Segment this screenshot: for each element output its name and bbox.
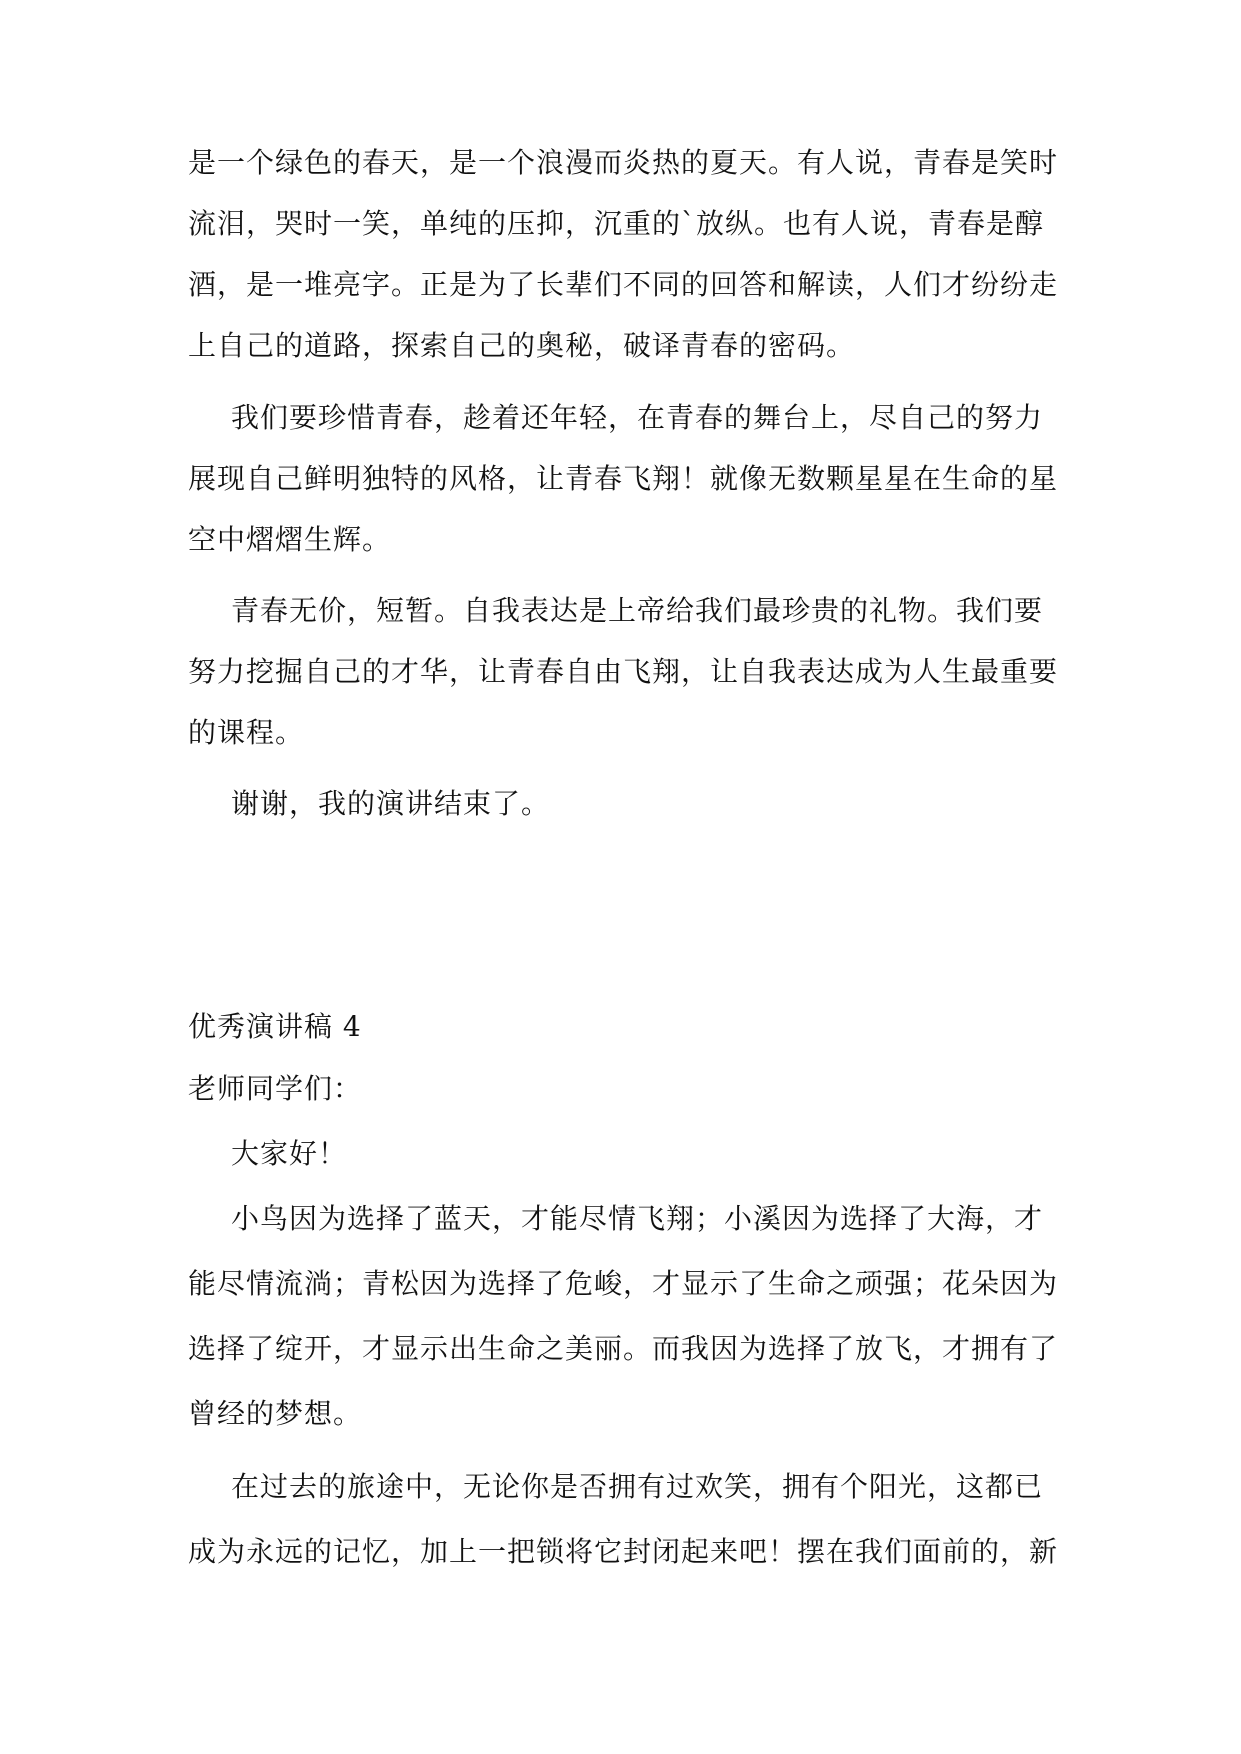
- text-line: 我们要珍惜青春，趁着还年轻，在青春的舞台上，尽自己的努力: [231, 401, 1044, 434]
- text-line: 小鸟因为选择了蓝天，才能尽情飞翔；小溪因为选择了大海，才: [231, 1202, 1044, 1235]
- text-line: 流泪，哭时一笑，单纯的压抑，沉重的`放纵。也有人说，青春是醇: [188, 207, 1045, 240]
- text-line: 酒，是一堆亮字。正是为了长辈们不同的回答和解读，人们才纷纷走: [188, 268, 1059, 301]
- text-line: 青春无价，短暂。自我表达是上帝给我们最珍贵的礼物。我们要: [231, 594, 1044, 627]
- salutation: 老师同学们：: [188, 1072, 363, 1105]
- text-line: 能尽情流淌；青松因为选择了危峻，才显示了生命之顽强；花朵因为: [188, 1267, 1059, 1300]
- text-line: 展现自己鲜明独特的风格，让青春飞翔！就像无数颗星星在生命的星: [188, 462, 1059, 495]
- section-title: 优秀演讲稿 4: [188, 1010, 362, 1043]
- text-line: 选择了绽开，才显示出生命之美丽。而我因为选择了放飞，才拥有了: [188, 1332, 1059, 1365]
- text-line: 曾经的梦想。: [188, 1397, 363, 1430]
- text-line: 上自己的道路，探索自己的奥秘，破译青春的密码。: [188, 329, 856, 362]
- text-line: 成为永远的记忆，加上一把锁将它封闭起来吧！摆在我们面前的，新: [188, 1535, 1059, 1568]
- text-line: 努力挖掘自己的才华，让青春自由飞翔，让自我表达成为人生最重要: [188, 655, 1059, 688]
- text-line: 空中熠熠生辉。: [188, 523, 392, 556]
- text-line: 在过去的旅途中，无论你是否拥有过欢笑，拥有个阳光，这都已: [231, 1470, 1044, 1503]
- text-line: 的课程。: [188, 716, 305, 749]
- greeting: 大家好！: [231, 1137, 348, 1170]
- text-line: 是一个绿色的春天，是一个浪漫而炎热的夏天。有人说，青春是笑时: [188, 146, 1059, 179]
- closing-line: 谢谢，我的演讲结束了。: [231, 787, 551, 820]
